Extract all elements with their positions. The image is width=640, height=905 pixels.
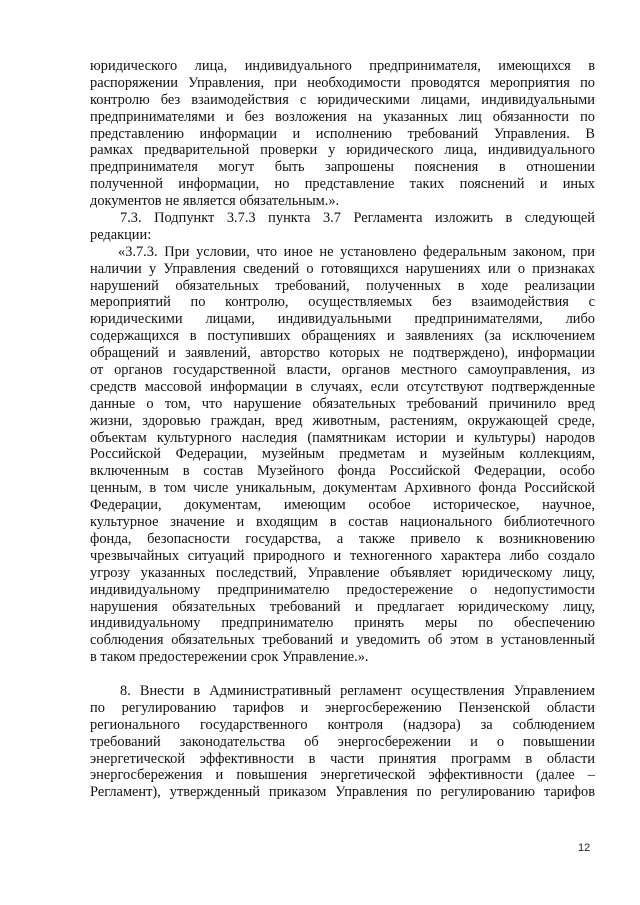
text-line: редакции: (90, 226, 152, 243)
text-line: нарушения обязательных требований и предлагает юридическому лицу, (90, 598, 595, 615)
text-line: рамках предварительной проверки у юридического лица, индивидуального (90, 142, 595, 159)
text-line: средств массовой информации в случаях, если отсутствуют подтвержденные (90, 378, 595, 395)
text-line: культурное значение и входящим в состав национального библиотечного (90, 514, 595, 531)
text-line: данные о том, что нарушение обязательных требований причинило вред (90, 395, 595, 412)
text-line: «3.7.3. При условии, что иное не установлено федеральным законом, при (118, 243, 595, 260)
text-line: Федерации, документам, имеющим особое историческое, научное, (90, 497, 595, 514)
text-line: предпринимателями и без возложения на указанных лиц обязанности по (90, 108, 595, 125)
text-line: индивидуальному предпринимателю принять меры по обеспечению (90, 615, 595, 632)
text-line: 8. Внести в Административный регламент осуществления Управлением (120, 682, 595, 699)
text-line: юридическими лицами, индивидуальными предпринимателями, либо (90, 311, 595, 328)
text-line: обращений и заявлений, авторство которых не подтверждено), информации (90, 345, 595, 362)
text-line: документов не является обязательным.». (90, 193, 340, 210)
text-line: соблюдения обязательных требований и уведомить об этом в установленный (90, 632, 595, 649)
page-number: 12 (578, 842, 591, 854)
text-line: ценным, в том числе уникальным, документам Архивного фонда Российской (90, 480, 595, 497)
text-line: Регламент), утвержденный приказом Управления по регулированию тарифов (90, 784, 595, 801)
text-line: по регулированию тарифов и энергосбережению Пензенской области (90, 699, 595, 716)
text-line: представлению информации и исполнению требований Управления. В (90, 125, 595, 142)
text-line: предпринимателя могут быть запрошены пояснения в отношении (90, 159, 595, 176)
text-line: фонда, безопасности государства, а также привело к возникновению (90, 530, 595, 547)
text-line: чрезвычайных ситуаций природного и техногенного характера либо создало (90, 547, 595, 564)
text-line: распоряжении Управления, при необходимости проводятся мероприятия по (90, 74, 595, 91)
text-line: требований законодательства об энергосбережении и о повышении (90, 733, 595, 750)
text-line: включенным в состав Музейного фонда Российской Федерации, особо (90, 463, 595, 480)
text-line: энергосбережения и повышения энергетической эффективности (далее – (90, 767, 595, 784)
text-line: регионального государственного контроля (надзора) за соблюдением (90, 716, 595, 733)
text-line: юридического лица, индивидуального предпринимателя, имеющихся в (90, 58, 595, 74)
text-line: в таком предостережении срок Управление.». (90, 649, 369, 666)
text-line: объектам культурного наследия (памятникам истории и культуры) народов (90, 429, 595, 446)
document-body (90, 58, 595, 801)
text-line: мероприятий по контролю, осуществляемых без взаимодействия с (90, 294, 595, 311)
text-line: от органов государственной власти, органов местного самоуправления, из (90, 362, 595, 379)
text-line: 7.3. Подпункт 3.7.3 пункта 3.7 Регламента изложить в следующей (120, 210, 595, 227)
text-line: угрозу указанных последствий, Управление объявляет юридическому лицу, (90, 564, 595, 581)
text-line: жизни, здоровью граждан, вред животным, растениям, окружающей среде, (90, 412, 595, 429)
text-line: контролю без взаимодействия с юридическими лицами, индивидуальными (90, 91, 595, 108)
text-line: индивидуальному предпринимателю предостережение о недопустимости (90, 581, 595, 598)
text-line: нарушений обязательных требований, полученных в ходе реализации (90, 277, 595, 294)
text-line: Российской Федерации, музейным предметам и музейным коллекциям, (90, 446, 595, 463)
text-line: наличии у Управления сведений о готовящихся нарушениях или о признаках (90, 260, 595, 277)
text-line: содержащихся в поступивших обращениях и заявлениях (за исключением (90, 328, 595, 345)
text-line: энергетической эффективности в части принятия программ в области (90, 750, 595, 767)
paragraph-gap (90, 666, 595, 683)
text-line: полученной информации, но представление таких пояснений и иных (90, 176, 595, 193)
